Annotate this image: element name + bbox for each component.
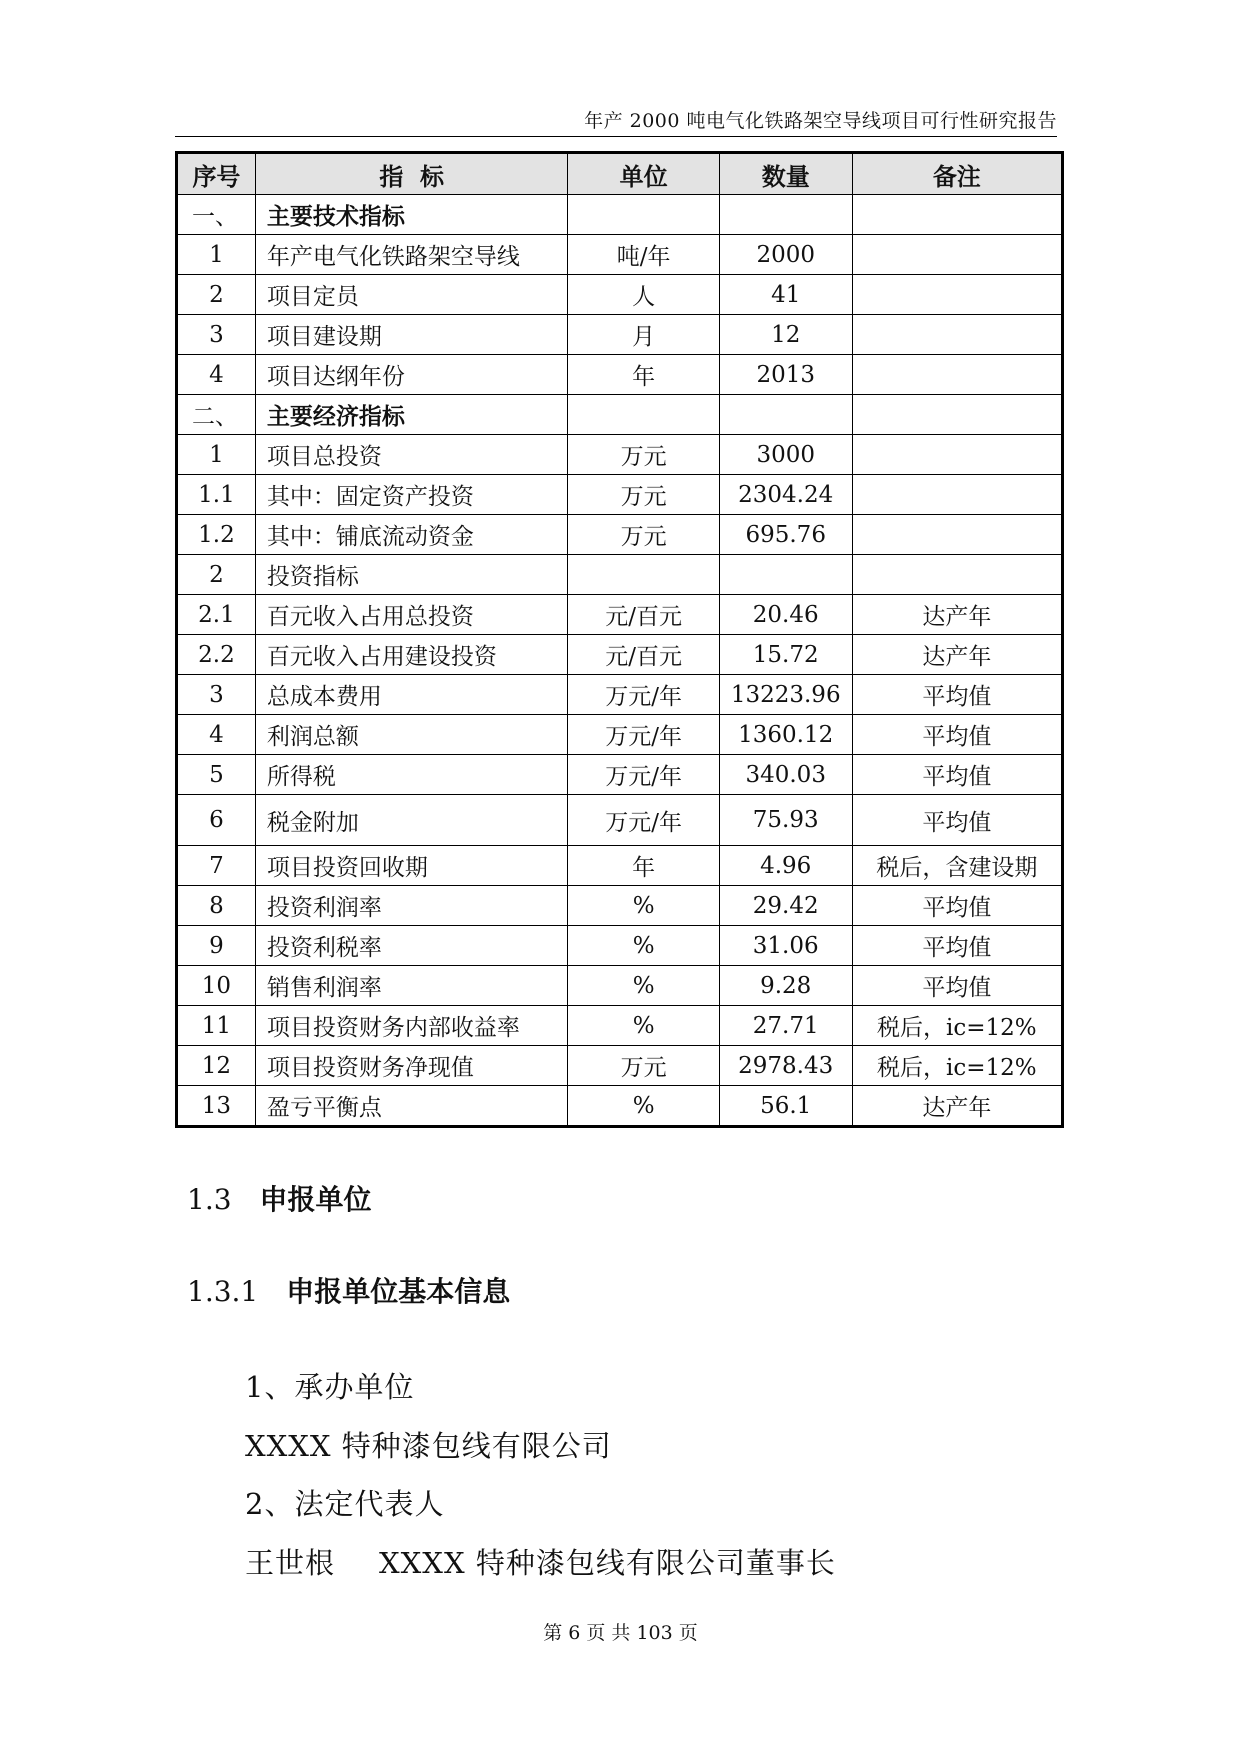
row-unit-cell: 万元 xyxy=(568,1046,719,1086)
row-note-cell: 平均值 xyxy=(852,926,1062,966)
table-row xyxy=(177,886,1063,926)
header-rule xyxy=(175,136,1057,137)
row-seq-cell: 13 xyxy=(177,1086,256,1127)
row-seq-cell: 1.2 xyxy=(177,515,256,555)
row-unit-cell: 年 xyxy=(568,846,719,886)
row-seq-cell: 8 xyxy=(177,886,256,926)
row-quantity-cell: 2013 xyxy=(719,355,852,395)
column-header-quantity: 数量 xyxy=(719,153,852,195)
row-indicator-cell: 其中：铺底流动资金 xyxy=(255,515,568,555)
row-seq-cell: 11 xyxy=(177,1006,256,1046)
row-quantity-cell: 15.72 xyxy=(719,635,852,675)
row-seq-cell: 4 xyxy=(177,715,256,755)
row-unit-cell xyxy=(568,195,719,235)
row-seq-cell: 12 xyxy=(177,1046,256,1086)
table-row xyxy=(177,235,1063,275)
row-note-cell xyxy=(852,395,1062,435)
row-indicator-cell: 主要技术指标 xyxy=(255,195,568,235)
row-quantity-cell: 340.03 xyxy=(719,755,852,795)
row-seq-cell: 1.1 xyxy=(177,475,256,515)
item1-label: 1、承办单位 xyxy=(245,1370,415,1404)
row-unit-cell: 元/百元 xyxy=(568,595,719,635)
row-unit-cell: 年 xyxy=(568,355,719,395)
representative-name: 王世根 xyxy=(245,1546,336,1580)
row-indicator-cell: 项目建设期 xyxy=(255,315,568,355)
row-unit-cell: % xyxy=(568,1086,719,1127)
row-seq-cell: 3 xyxy=(177,675,256,715)
row-note-cell: 平均值 xyxy=(852,715,1062,755)
row-quantity-cell: 9.28 xyxy=(719,966,852,1006)
row-indicator-cell: 税金附加 xyxy=(255,795,568,846)
row-unit-cell: 人 xyxy=(568,275,719,315)
row-note-cell: 平均值 xyxy=(852,966,1062,1006)
table-section-row xyxy=(177,195,1063,235)
row-seq-cell: 2 xyxy=(177,555,256,595)
row-indicator-cell: 投资利税率 xyxy=(255,926,568,966)
row-unit-cell: 月 xyxy=(568,315,719,355)
row-indicator-cell: 其中：固定资产投资 xyxy=(255,475,568,515)
row-note-cell: 达产年 xyxy=(852,635,1062,675)
row-note-cell: 达产年 xyxy=(852,595,1062,635)
row-note-cell: 平均值 xyxy=(852,886,1062,926)
table-row xyxy=(177,675,1063,715)
row-quantity-cell xyxy=(719,395,852,435)
row-seq-cell: 1 xyxy=(177,235,256,275)
row-indicator-cell: 投资利润率 xyxy=(255,886,568,926)
row-seq-cell: 2.2 xyxy=(177,635,256,675)
row-note-cell: 税后，ic=12% xyxy=(852,1006,1062,1046)
row-quantity-cell: 29.42 xyxy=(719,886,852,926)
subsection-number: 1.3.1 xyxy=(187,1275,259,1308)
row-note-cell: 平均值 xyxy=(852,795,1062,846)
row-unit-cell: 万元/年 xyxy=(568,715,719,755)
row-unit-cell: 万元/年 xyxy=(568,795,719,846)
row-indicator-cell: 总成本费用 xyxy=(255,675,568,715)
row-unit-cell: 万元 xyxy=(568,515,719,555)
subsection-heading xyxy=(187,1270,510,1310)
row-quantity-cell xyxy=(719,555,852,595)
row-quantity-cell: 2304.24 xyxy=(719,475,852,515)
row-quantity-cell: 2978.43 xyxy=(719,1046,852,1086)
row-indicator-cell: 销售利润率 xyxy=(255,966,568,1006)
row-note-cell xyxy=(852,555,1062,595)
row-seq-cell: 5 xyxy=(177,755,256,795)
table-row xyxy=(177,315,1063,355)
row-indicator-cell: 所得税 xyxy=(255,755,568,795)
column-header-seq: 序号 xyxy=(177,153,256,195)
row-note-cell xyxy=(852,195,1062,235)
row-note-cell xyxy=(852,275,1062,315)
running-header: 年产 2000 吨电气化铁路架空导线项目可行性研究报告 xyxy=(584,110,1057,132)
table-row xyxy=(177,846,1063,886)
row-unit-cell: % xyxy=(568,966,719,1006)
row-unit-cell: 元/百元 xyxy=(568,635,719,675)
row-seq-cell: 7 xyxy=(177,846,256,886)
row-indicator-cell: 项目投资财务净现值 xyxy=(255,1046,568,1086)
table-body xyxy=(177,195,1063,1127)
row-quantity-cell: 695.76 xyxy=(719,515,852,555)
table-row xyxy=(177,555,1063,595)
row-indicator-cell: 投资指标 xyxy=(255,555,568,595)
table-row xyxy=(177,715,1063,755)
row-quantity-cell: 3000 xyxy=(719,435,852,475)
column-header-indicator: 指 标 xyxy=(255,153,568,195)
row-unit-cell: 万元 xyxy=(568,435,719,475)
row-note-cell xyxy=(852,355,1062,395)
table-row xyxy=(177,926,1063,966)
representative-title: XXXX 特种漆包线有限公司董事长 xyxy=(379,1546,836,1580)
row-unit-cell: 万元/年 xyxy=(568,675,719,715)
table-row xyxy=(177,595,1063,635)
row-quantity-cell: 13223.96 xyxy=(719,675,852,715)
table-row xyxy=(177,1086,1063,1127)
row-seq-cell: 3 xyxy=(177,315,256,355)
column-header-note: 备注 xyxy=(852,153,1062,195)
row-indicator-cell: 项目定员 xyxy=(255,275,568,315)
row-note-cell: 达产年 xyxy=(852,1086,1062,1127)
row-note-cell xyxy=(852,315,1062,355)
row-indicator-cell: 盈亏平衡点 xyxy=(255,1086,568,1127)
row-unit-cell: 万元 xyxy=(568,475,719,515)
table-row xyxy=(177,755,1063,795)
row-indicator-cell: 项目投资回收期 xyxy=(255,846,568,886)
row-indicator-cell: 项目达纲年份 xyxy=(255,355,568,395)
row-indicator-cell: 年产电气化铁路架空导线 xyxy=(255,235,568,275)
section-number: 1.3 xyxy=(187,1183,232,1216)
row-unit-cell: 吨/年 xyxy=(568,235,719,275)
row-note-cell xyxy=(852,515,1062,555)
row-unit-cell: 万元/年 xyxy=(568,755,719,795)
row-indicator-cell: 项目总投资 xyxy=(255,435,568,475)
item1-value: XXXX 特种漆包线有限公司 xyxy=(245,1429,612,1463)
row-quantity-cell: 31.06 xyxy=(719,926,852,966)
row-unit-cell: % xyxy=(568,886,719,926)
row-note-cell: 税后，ic=12% xyxy=(852,1046,1062,1086)
table-section-row xyxy=(177,395,1063,435)
row-indicator-cell: 百元收入占用总投资 xyxy=(255,595,568,635)
row-quantity-cell: 75.93 xyxy=(719,795,852,846)
row-note-cell: 平均值 xyxy=(852,675,1062,715)
indicator-table xyxy=(175,151,1064,1128)
row-seq-cell: 一、 xyxy=(177,195,256,235)
table-row xyxy=(177,355,1063,395)
table-row xyxy=(177,795,1063,846)
row-seq-cell: 10 xyxy=(177,966,256,1006)
row-unit-cell xyxy=(568,555,719,595)
table-row xyxy=(177,435,1063,475)
row-note-cell xyxy=(852,435,1062,475)
table-header-row xyxy=(177,153,1063,195)
item2-label: 2、法定代表人 xyxy=(245,1487,445,1521)
row-indicator-cell: 利润总额 xyxy=(255,715,568,755)
row-quantity-cell: 20.46 xyxy=(719,595,852,635)
row-indicator-cell: 项目投资财务内部收益率 xyxy=(255,1006,568,1046)
row-unit-cell: % xyxy=(568,1006,719,1046)
row-indicator-cell: 主要经济指标 xyxy=(255,395,568,435)
row-seq-cell: 6 xyxy=(177,795,256,846)
table-row xyxy=(177,1006,1063,1046)
row-quantity-cell: 27.71 xyxy=(719,1006,852,1046)
section-heading xyxy=(187,1178,372,1218)
row-indicator-cell: 百元收入占用建设投资 xyxy=(255,635,568,675)
column-header-unit: 单位 xyxy=(568,153,719,195)
row-quantity-cell xyxy=(719,195,852,235)
table-row xyxy=(177,1046,1063,1086)
row-quantity-cell: 4.96 xyxy=(719,846,852,886)
row-unit-cell: % xyxy=(568,926,719,966)
row-note-cell: 平均值 xyxy=(852,755,1062,795)
item2-line xyxy=(245,1541,836,1582)
row-quantity-cell: 41 xyxy=(719,275,852,315)
table-row xyxy=(177,966,1063,1006)
row-seq-cell: 二、 xyxy=(177,395,256,435)
table-row xyxy=(177,475,1063,515)
table-row xyxy=(177,275,1063,315)
table-row xyxy=(177,515,1063,555)
row-note-cell xyxy=(852,475,1062,515)
table-row xyxy=(177,635,1063,675)
row-quantity-cell: 56.1 xyxy=(719,1086,852,1127)
row-seq-cell: 2.1 xyxy=(177,595,256,635)
subsection-title: 申报单位基本信息 xyxy=(286,1275,511,1308)
row-seq-cell: 4 xyxy=(177,355,256,395)
row-unit-cell xyxy=(568,395,719,435)
row-note-cell: 税后，含建设期 xyxy=(852,846,1062,886)
row-seq-cell: 2 xyxy=(177,275,256,315)
row-quantity-cell: 12 xyxy=(719,315,852,355)
section-title: 申报单位 xyxy=(259,1183,372,1216)
row-note-cell xyxy=(852,235,1062,275)
page-footer: 第 6 页 共 103 页 xyxy=(543,1622,698,1644)
row-seq-cell: 9 xyxy=(177,926,256,966)
row-seq-cell: 1 xyxy=(177,435,256,475)
row-quantity-cell: 1360.12 xyxy=(719,715,852,755)
row-quantity-cell: 2000 xyxy=(719,235,852,275)
